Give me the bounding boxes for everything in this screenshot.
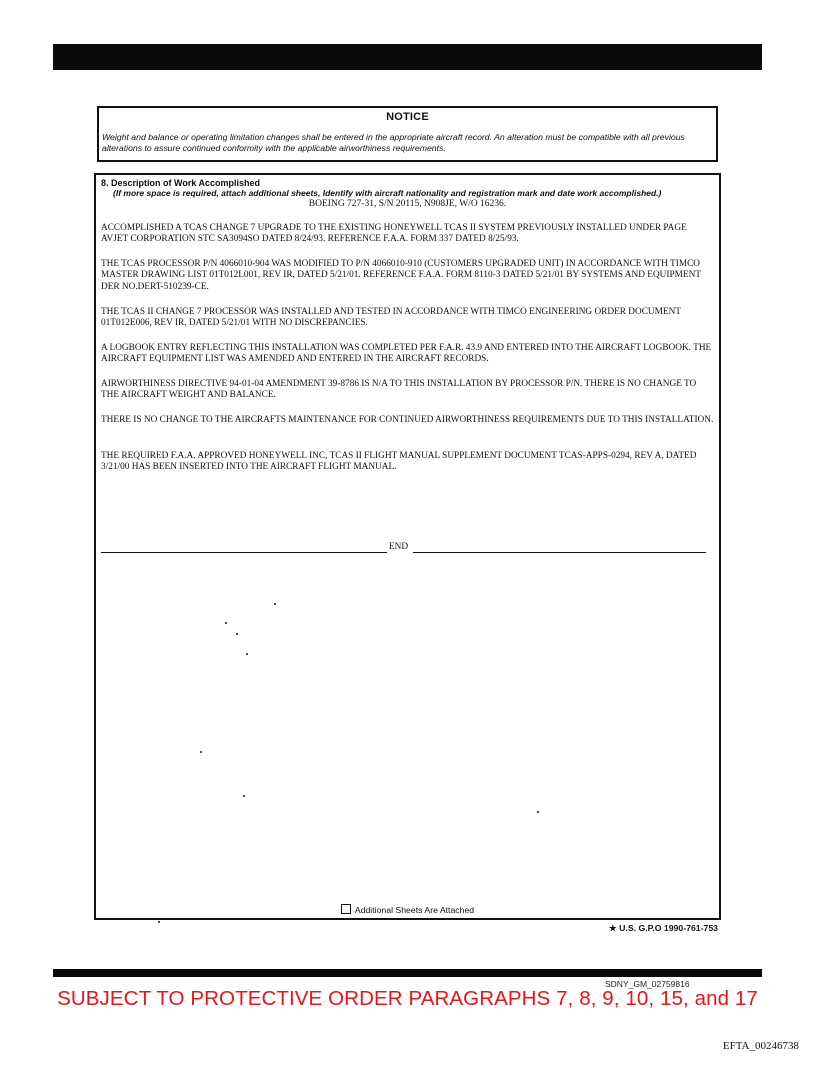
scanned-form-page (53, 44, 762, 977)
paragraph-airworthiness-directive: AIRWORTHINESS DIRECTIVE 94-01-04 AMENDMENT 39-8786 IS N/A TO THIS INSTALLATION BY PROCESSOR P/N. THERE IS NO CHANGE TO THE AIRCRAFT WEIGHT AND BALANCE. (101, 379, 697, 401)
paragraph-installation-test: THE TCAS II CHANGE 7 PROCESSOR WAS INSTALLED AND TESTED IN ACCORDANCE WITH TIMCO ENGINEERING ORDER DOCUMENT 01T012E006, REV IR, DATED 5/21/01 WITH NO DISCREPANCIES. (101, 307, 681, 329)
notice-title: NOTICE (386, 111, 429, 123)
scan-speck (246, 653, 248, 655)
protective-order-banner: SUBJECT TO PROTECTIVE ORDER PARAGRAPHS 7, 8, 9, 10, 15, and 17 (57, 987, 758, 1010)
scan-speck (236, 633, 238, 635)
notice-box (97, 106, 718, 162)
paragraph-maintenance: THERE IS NO CHANGE TO THE AIRCRAFTS MAINTENANCE FOR CONTINUED AIRWORTHINESS REQUIREMENTS DUE TO THIS INSTALLATION. (101, 415, 714, 425)
gpo-printer-mark: ★ U.S. G.P.O 1990-761-753 (608, 923, 718, 933)
end-line (101, 542, 706, 553)
end-rule-right (413, 552, 706, 553)
paragraph-flight-manual: THE REQUIRED F.A.A. APPROVED HONEYWELL INC, TCAS II FLIGHT MANUAL SUPPLEMENT DOCUMENT TCAS-APPS-0294, REV A, DATED 3/21/00 HAS BEEN INSERTED INTO THE AIRCRAFT FLIGHT MANUAL. (101, 451, 697, 473)
scan-speck (537, 811, 539, 813)
section-hint: (If more space is required, attach additional sheets, Identify with aircraft nationality and registration mark and date work accomplished.) (113, 188, 662, 198)
scan-speck (158, 921, 160, 923)
paragraph-processor-modification: THE TCAS PROCESSOR P/N 4066010-904 WAS MODIFIED TO P/N 4066010-910 (CUSTOMERS UPGRADED UNIT) IN ACCORDANCE WITH TIMCO MASTER DRAWING LIST 01T012L001, REV IR, DATED 5/21/01. REFERENCE F.A.A. FORM 8110-3 DATED 5/21/01 BY SYSTEMS AND EQUIPMENT DER NO.DERT-510239-CE. (101, 259, 701, 292)
scan-top-border (53, 44, 762, 70)
end-label: END (389, 542, 409, 552)
efta-number: EFTA_00246738 (722, 1040, 799, 1052)
scan-speck (243, 795, 245, 797)
bates-number: SDNY_GM_02759816 (605, 979, 690, 989)
section-heading: 8. Description of Work Accomplished (101, 178, 261, 188)
notice-text: Weight and balance or operating limitation changes shall be entered in the appropriate aircraft record. An alteration must be compatible with all previous alterations to assure continued conformity with the applicable airworthiness requirements. (102, 132, 685, 153)
scan-speck (274, 603, 276, 605)
aircraft-identification: BOEING 727-31, S/N 20115, N908JE, W/O 16236. (308, 199, 507, 209)
additional-sheets-row (96, 904, 719, 915)
work-description-box (94, 173, 721, 920)
additional-sheets-checkbox[interactable] (341, 904, 351, 914)
scan-bottom-border (53, 969, 762, 977)
end-rule-left (101, 552, 387, 553)
scan-speck (200, 751, 202, 753)
paragraph-logbook-entry: A LOGBOOK ENTRY REFLECTING THIS INSTALLATION WAS COMPLETED PER F.A.R. 43.9 AND ENTERED INTO THE AIRCRAFT LOGBOOK. THE AIRCRAFT EQUIPMENT LIST WAS AMENDED AND ENTERED IN THE AIRCRAFT RECORDS. (101, 343, 712, 365)
scan-speck (225, 622, 227, 624)
paragraph-upgrade: ACCOMPLISHED A TCAS CHANGE 7 UPGRADE TO THE EXISTING HONEYWELL TCAS II SYSTEM PREVIOUSLY INSTALLED UNDER PAGE AVJET CORPORATION STC SA3094SO DATED 8/24/93. REFERENCE F.A.A. FORM 337 DATED 8/25/93. (101, 223, 687, 245)
additional-sheets-label: Additional Sheets Are Attached (354, 905, 475, 915)
